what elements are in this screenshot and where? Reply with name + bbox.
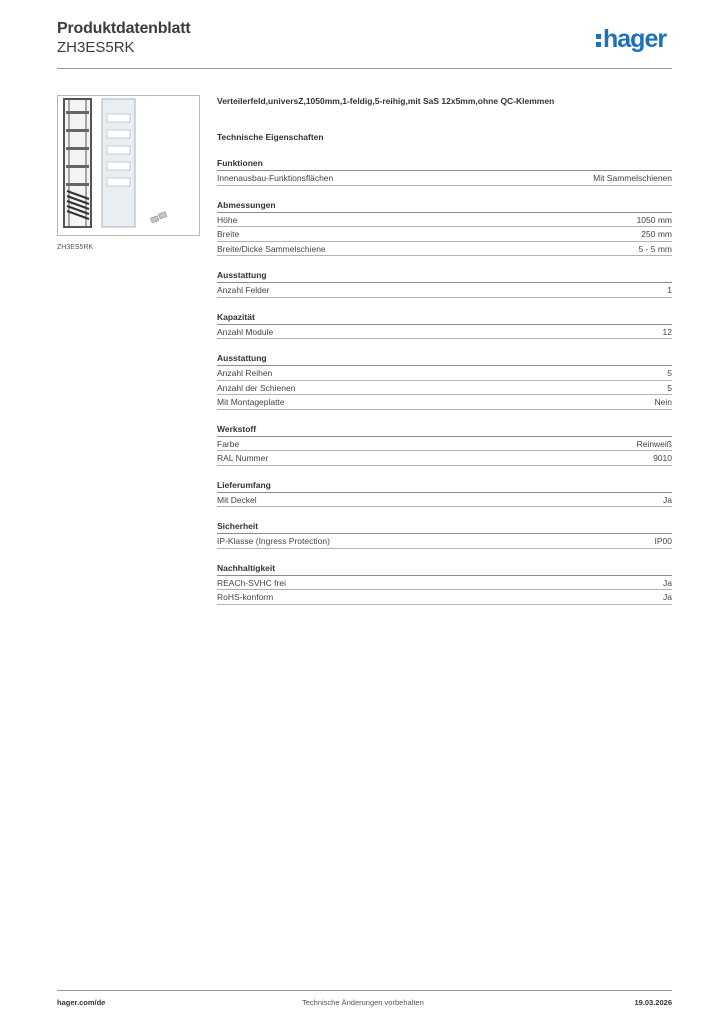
section-title: Kapazität xyxy=(217,311,672,325)
footer-date: 19.03.2026 xyxy=(634,998,672,1007)
footer-disclaimer: Technische Änderungen vorbehalten xyxy=(302,998,424,1007)
spec-section xyxy=(217,352,672,410)
spec-row xyxy=(217,395,672,410)
section-title: Lieferumfang xyxy=(217,479,672,493)
spec-row xyxy=(217,493,672,508)
spec-row xyxy=(217,451,672,466)
spec-row xyxy=(217,171,672,186)
spec-row xyxy=(217,437,672,452)
spec-row xyxy=(217,381,672,396)
spec-value: Nein xyxy=(654,397,672,407)
logo-dots-icon xyxy=(596,27,602,47)
section-title: Nachhaltigkeit xyxy=(217,562,672,576)
spec-label: Anzahl Reihen xyxy=(217,368,273,378)
section-title: Ausstattung xyxy=(217,352,672,366)
spec-value: Ja xyxy=(663,577,672,588)
spec-value: 5 xyxy=(667,382,672,393)
tech-heading: Technische Eigenschaften xyxy=(217,132,324,142)
image-caption: ZH3ES5RK xyxy=(57,244,94,251)
spec-section xyxy=(217,479,672,508)
section-title: Sicherheit xyxy=(217,520,672,534)
spec-label: Anzahl Module xyxy=(217,326,274,337)
spec-section xyxy=(217,199,672,257)
spec-value: 1 xyxy=(667,285,672,295)
spec-sections xyxy=(217,157,672,605)
spec-row xyxy=(217,325,672,340)
spec-row xyxy=(217,242,672,257)
spec-label: Mit Deckel xyxy=(217,494,257,505)
spec-value: 5 - 5 mm xyxy=(638,243,672,254)
spec-section xyxy=(217,269,672,298)
spec-label: Höhe xyxy=(217,214,238,225)
section-title: Funktionen xyxy=(217,157,672,171)
spec-value: Mit Sammelschienen xyxy=(593,173,672,183)
spec-value: 250 mm xyxy=(641,229,672,239)
spec-value: 9010 xyxy=(653,453,672,463)
spec-label: Breite/Dicke Sammelschiene xyxy=(217,243,326,254)
spec-section xyxy=(217,157,672,186)
product-illustration-icon xyxy=(58,96,199,235)
section-title: Werkstoff xyxy=(217,423,672,437)
header-divider xyxy=(57,68,672,69)
spec-label: Breite xyxy=(217,229,240,239)
spec-section xyxy=(217,423,672,466)
spec-label: Anzahl Felder xyxy=(217,285,270,295)
product-image xyxy=(57,95,200,236)
product-description: Verteilerfeld,universZ,1050mm,1-feldig,5-reihig,mit SaS 12x5mm,ohne QC-Klemmen xyxy=(217,96,555,106)
spec-row xyxy=(217,283,672,298)
footer-divider xyxy=(57,990,672,991)
spec-label: RoHS-konform xyxy=(217,592,274,602)
spec-row xyxy=(217,590,672,605)
spec-label: REACh-SVHC frei xyxy=(217,577,286,588)
spec-label: Innenausbau-Funktionsflächen xyxy=(217,173,334,183)
page-title: Produktdatenblatt xyxy=(57,20,191,37)
spec-row xyxy=(217,227,672,242)
hager-logo xyxy=(596,27,666,52)
section-title: Abmessungen xyxy=(217,199,672,213)
spec-value: Ja xyxy=(663,592,672,602)
spec-section xyxy=(217,562,672,605)
spec-label: IP-Klasse (Ingress Protection) xyxy=(217,536,330,546)
footer-website-link[interactable]: hager.com/de xyxy=(57,998,106,1007)
spec-value: IP00 xyxy=(654,536,672,546)
spec-content xyxy=(217,94,672,605)
product-code: ZH3ES5RK xyxy=(57,39,135,56)
spec-value: 12 xyxy=(662,326,672,337)
spec-row xyxy=(217,366,672,381)
spec-value: Ja xyxy=(663,494,672,505)
spec-value: 5 xyxy=(667,368,672,378)
section-title: Ausstattung xyxy=(217,269,672,283)
spec-row xyxy=(217,534,672,549)
spec-value: 1050 mm xyxy=(636,214,672,225)
logo-text: hager xyxy=(603,25,667,53)
spec-label: Farbe xyxy=(217,438,240,449)
spec-row xyxy=(217,576,672,591)
spec-row xyxy=(217,213,672,228)
spec-label: Anzahl der Schienen xyxy=(217,382,296,393)
spec-label: Mit Montageplatte xyxy=(217,397,285,407)
spec-value: Reinweiß xyxy=(636,438,672,449)
spec-section xyxy=(217,520,672,549)
spec-label: RAL Nummer xyxy=(217,453,269,463)
spec-section xyxy=(217,311,672,340)
